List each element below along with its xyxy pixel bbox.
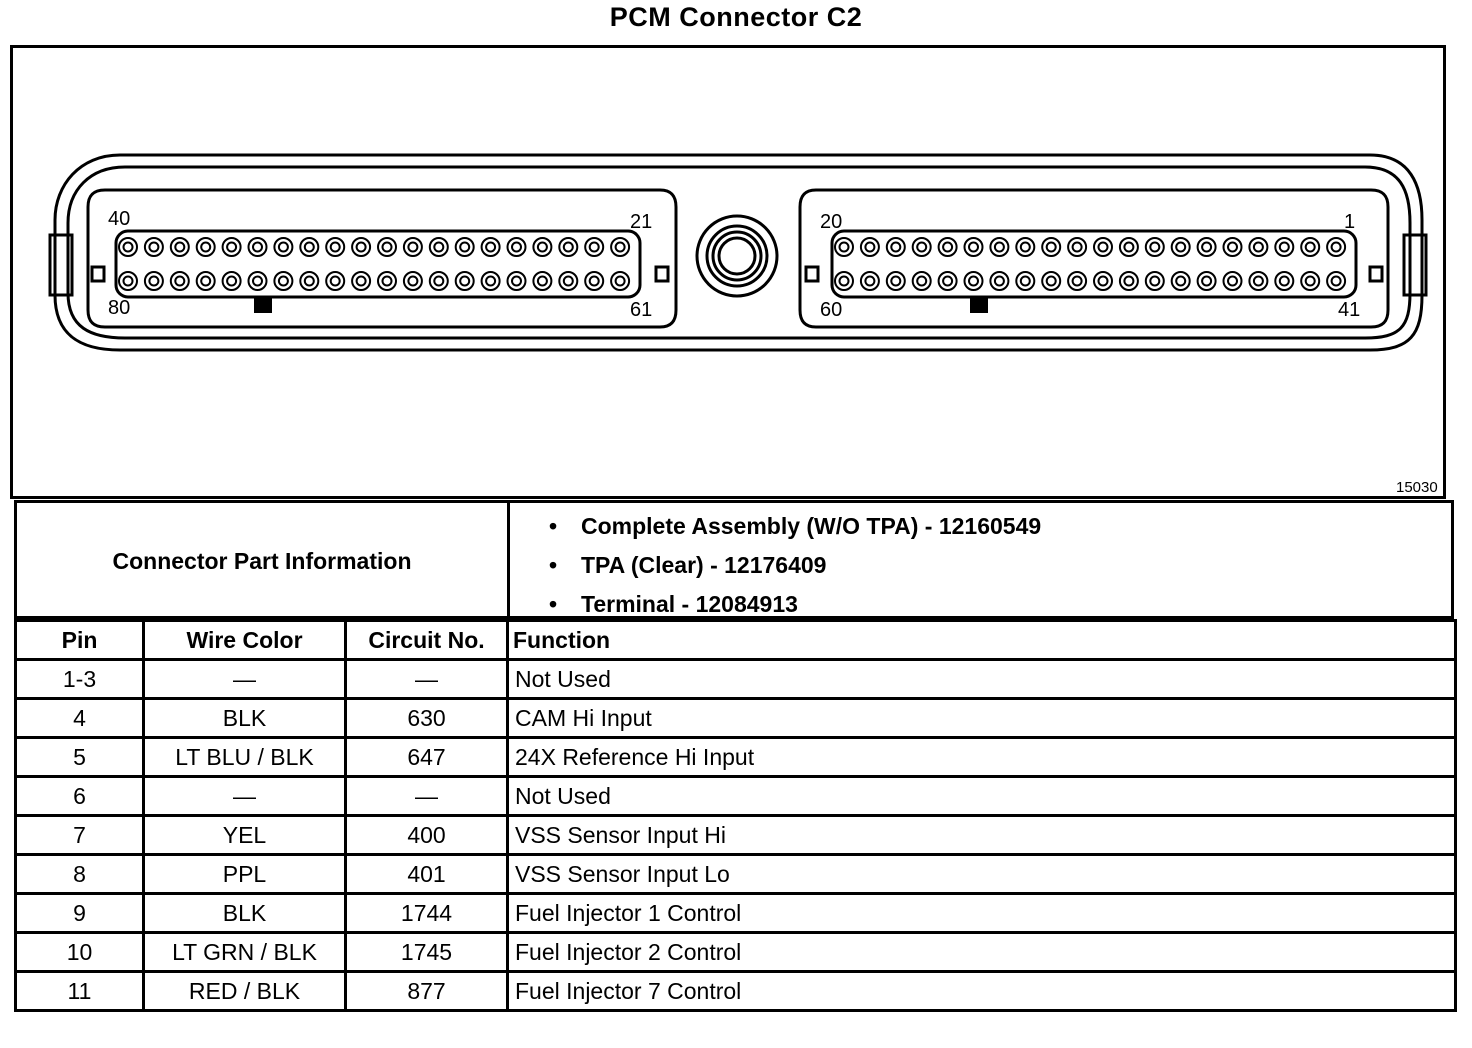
right-pin-cavity (1016, 272, 1034, 290)
left-pin-terminal (279, 243, 288, 252)
cell-circuit-no: 1744 (346, 894, 508, 933)
right-pin-terminal (1124, 277, 1133, 286)
right-pin-cavity (939, 272, 957, 290)
left-pin-cavity (145, 272, 163, 290)
left-pin-cavity (559, 238, 577, 256)
right-pin-cavity (1327, 238, 1345, 256)
right-key-square-a (806, 267, 818, 281)
left-pin-cavity (482, 272, 500, 290)
left-pin-cavity (119, 272, 137, 290)
right-block-housing (800, 190, 1388, 327)
right-pin-terminal (943, 243, 952, 252)
figure-id: 15030 (1396, 479, 1438, 496)
table-row (16, 894, 1456, 933)
left-pin-terminal (408, 277, 417, 286)
connector-part-info (14, 500, 1454, 619)
left-pin-cavity (404, 272, 422, 290)
cell-pin: 5 (16, 738, 144, 777)
right-pin-terminal (1332, 277, 1341, 286)
right-pin-cavity (1120, 238, 1138, 256)
right-pin-terminal (969, 243, 978, 252)
cell-pin: 7 (16, 816, 144, 855)
left-pin-terminal (357, 277, 366, 286)
cell-function: Not Used (508, 777, 1456, 816)
left-pin-terminal (434, 277, 443, 286)
cell-function: CAM Hi Input (508, 699, 1456, 738)
right-pin-terminal (917, 243, 926, 252)
right-pin-cavity (1042, 238, 1060, 256)
right-pin-terminal (840, 243, 849, 252)
right-pin-cavity (1172, 238, 1190, 256)
right-pin-terminal (1254, 243, 1263, 252)
cell-function: Fuel Injector 7 Control (508, 972, 1456, 1011)
right-pin-cavity (990, 238, 1008, 256)
cell-function: VSS Sensor Input Hi (508, 816, 1456, 855)
right-pin-cavity (913, 238, 931, 256)
left-pin-terminal (149, 243, 158, 252)
pin-label-80: 80 (108, 297, 131, 319)
left-pin-terminal (590, 277, 599, 286)
right-pin-cavity (1042, 272, 1060, 290)
center-bolt-inner (719, 238, 755, 274)
right-pin-terminal (1280, 277, 1289, 286)
left-pin-cavity (249, 238, 267, 256)
right-pin-cavity (1016, 238, 1034, 256)
right-pin-cavity (1301, 238, 1319, 256)
right-pin-terminal (1021, 277, 1030, 286)
left-pin-terminal (512, 243, 521, 252)
right-pin-terminal (1228, 243, 1237, 252)
right-pin-terminal (865, 243, 874, 252)
right-pin-cavity (1301, 272, 1319, 290)
left-pin-cavity (197, 238, 215, 256)
pin-label-20: 20 (820, 211, 843, 233)
left-pin-cavity (171, 238, 189, 256)
left-pin-terminal (383, 243, 392, 252)
info-item: • TPA (Clear) - 12176409 (549, 552, 827, 578)
cell-pin: 8 (16, 855, 144, 894)
table-row (16, 972, 1456, 1011)
left-key-square-b (656, 267, 668, 281)
connector-shell-outer (55, 155, 1422, 350)
left-pin-terminal (227, 243, 236, 252)
pin-cavities (119, 238, 1345, 290)
pin-label-61: 61 (630, 299, 653, 321)
left-pin-cavity (249, 272, 267, 290)
left-pin-terminal (590, 243, 599, 252)
table-row (16, 699, 1456, 738)
right-pin-terminal (1099, 243, 1108, 252)
right-pin-cavity (965, 238, 983, 256)
pin-label-60: 60 (820, 299, 843, 321)
right-pin-terminal (995, 277, 1004, 286)
left-pin-cavity (430, 272, 448, 290)
right-pin-terminal (917, 277, 926, 286)
left-pin-cavity (456, 272, 474, 290)
cell-circuit-no: — (346, 777, 508, 816)
right-pin-terminal (1150, 243, 1159, 252)
cell-pin: 6 (16, 777, 144, 816)
left-pin-cavity (171, 272, 189, 290)
cell-wire-color: RED / BLK (144, 972, 346, 1011)
left-pin-terminal (331, 243, 340, 252)
right-polarization-tab (970, 297, 988, 313)
table-row (16, 738, 1456, 777)
cell-function: Fuel Injector 1 Control (508, 894, 1456, 933)
right-pin-cavity (861, 238, 879, 256)
right-pin-terminal (1047, 277, 1056, 286)
right-pin-terminal (1254, 277, 1263, 286)
left-block-housing (88, 190, 676, 327)
info-item: • Terminal - 12084913 (549, 591, 798, 617)
right-pin-terminal (969, 277, 978, 286)
right-pin-terminal (1073, 277, 1082, 286)
info-item: • Complete Assembly (W/O TPA) - 12160549 (549, 513, 1042, 539)
left-pin-cavity (352, 238, 370, 256)
connector-info-label: Connector Part Information (112, 548, 412, 574)
right-pin-terminal (865, 277, 874, 286)
right-pin-cavity (1120, 272, 1138, 290)
right-pin-terminal (1047, 243, 1056, 252)
right-pin-cavity (887, 238, 905, 256)
cell-pin: 11 (16, 972, 144, 1011)
right-pin-cavity (1094, 272, 1112, 290)
right-pin-terminal (995, 243, 1004, 252)
left-pin-terminal (227, 277, 236, 286)
header-wire-color: Wire Color (144, 621, 346, 660)
right-pin-terminal (1176, 243, 1185, 252)
left-pin-terminal (279, 277, 288, 286)
left-pin-cavity (352, 272, 370, 290)
right-pin-terminal (1124, 243, 1133, 252)
table-row (16, 933, 1456, 972)
right-pin-terminal (1332, 243, 1341, 252)
left-pin-cavity (274, 238, 292, 256)
header-function: Function (508, 621, 1456, 660)
right-pin-cavity (1275, 272, 1293, 290)
left-pin-cavity (300, 272, 318, 290)
cell-wire-color: BLK (144, 699, 346, 738)
left-pin-terminal (434, 243, 443, 252)
bullet-icon: • (549, 552, 558, 578)
header-circuit-no: Circuit No. (346, 621, 508, 660)
pin-table (14, 619, 1457, 1012)
left-pin-terminal (616, 277, 625, 286)
right-pin-cavity (1198, 272, 1216, 290)
right-pin-cavity (1146, 238, 1164, 256)
left-pin-cavity (585, 238, 603, 256)
cell-wire-color: — (144, 777, 346, 816)
page-title: PCM Connector C2 (609, 2, 863, 32)
left-pin-terminal (616, 243, 625, 252)
left-pin-cavity (508, 272, 526, 290)
cell-circuit-no: 647 (346, 738, 508, 777)
left-pin-terminal (486, 277, 495, 286)
cell-wire-color: BLK (144, 894, 346, 933)
left-pin-cavity (585, 272, 603, 290)
right-pin-terminal (1202, 277, 1211, 286)
left-pin-terminal (253, 277, 262, 286)
right-key-square-b (1370, 267, 1382, 281)
right-pin-cavity (990, 272, 1008, 290)
cell-wire-color: — (144, 660, 346, 699)
left-pin-terminal (538, 243, 547, 252)
left-pin-terminal (124, 243, 133, 252)
left-pin-terminal (201, 243, 210, 252)
left-pin-cavity (145, 238, 163, 256)
left-pin-terminal (383, 277, 392, 286)
right-pin-terminal (1073, 243, 1082, 252)
left-pin-cavity (611, 238, 629, 256)
cell-function: Fuel Injector 2 Control (508, 933, 1456, 972)
right-pin-terminal (1150, 277, 1159, 286)
left-pin-terminal (460, 277, 469, 286)
header-pin: Pin (16, 621, 144, 660)
right-pin-terminal (1280, 243, 1289, 252)
left-polarization-tab (254, 297, 272, 313)
left-pin-cavity (326, 238, 344, 256)
left-pin-cavity (274, 272, 292, 290)
right-pin-cavity (1224, 238, 1242, 256)
left-pin-cavity (456, 238, 474, 256)
center-bolt-outer (697, 216, 777, 296)
right-pin-cavity (1249, 238, 1267, 256)
right-pin-cavity (1224, 272, 1242, 290)
left-pin-terminal (408, 243, 417, 252)
left-pin-cavity (404, 238, 422, 256)
right-pin-cavity (835, 238, 853, 256)
left-pin-terminal (201, 277, 210, 286)
left-pin-cavity (482, 238, 500, 256)
info-divider (507, 503, 510, 619)
right-pin-terminal (1306, 277, 1315, 286)
right-pin-terminal (1099, 277, 1108, 286)
cell-wire-color: LT GRN / BLK (144, 933, 346, 972)
right-pin-cavity (1198, 238, 1216, 256)
right-pin-cavity (835, 272, 853, 290)
left-pin-terminal (538, 277, 547, 286)
cell-pin: 10 (16, 933, 144, 972)
left-pin-terminal (124, 277, 133, 286)
right-pin-cavity (887, 272, 905, 290)
left-pin-cavity (611, 272, 629, 290)
table-header-row (16, 621, 1456, 660)
pin-label-1: 1 (1344, 211, 1356, 233)
right-pin-cavity (913, 272, 931, 290)
cell-circuit-no: 400 (346, 816, 508, 855)
cell-function: 24X Reference Hi Input (508, 738, 1456, 777)
right-pin-cavity (939, 238, 957, 256)
left-pin-terminal (305, 277, 314, 286)
left-pin-cavity (533, 272, 551, 290)
right-pin-cavity (1275, 238, 1293, 256)
left-pin-cavity (378, 238, 396, 256)
right-pin-terminal (1176, 277, 1185, 286)
left-pin-cavity (378, 272, 396, 290)
right-pin-terminal (891, 243, 900, 252)
cell-wire-color: PPL (144, 855, 346, 894)
right-pin-terminal (1202, 243, 1211, 252)
left-pin-terminal (305, 243, 314, 252)
cell-circuit-no: — (346, 660, 508, 699)
left-pin-cavity (197, 272, 215, 290)
left-pin-terminal (253, 243, 262, 252)
pin-label-41: 41 (1338, 299, 1361, 321)
left-key-square-a (92, 267, 104, 281)
left-pin-terminal (149, 277, 158, 286)
right-pin-cavity (1094, 238, 1112, 256)
left-pin-terminal (175, 277, 184, 286)
right-pin-terminal (1021, 243, 1030, 252)
table-row (16, 777, 1456, 816)
left-pin-terminal (486, 243, 495, 252)
right-pin-cavity (1327, 272, 1345, 290)
left-pin-terminal (564, 243, 573, 252)
connector-info-list (549, 511, 1041, 628)
table-row (16, 660, 1456, 699)
pin-label-21: 21 (630, 211, 653, 233)
right-pin-terminal (1306, 243, 1315, 252)
right-pin-terminal (943, 277, 952, 286)
cell-function: VSS Sensor Input Lo (508, 855, 1456, 894)
left-pin-terminal (175, 243, 184, 252)
cell-circuit-no: 877 (346, 972, 508, 1011)
pin-label-40: 40 (108, 208, 131, 230)
right-pin-cavity (1249, 272, 1267, 290)
right-pin-terminal (1228, 277, 1237, 286)
cell-circuit-no: 630 (346, 699, 508, 738)
left-pin-terminal (564, 277, 573, 286)
cell-circuit-no: 1745 (346, 933, 508, 972)
left-pin-cavity (300, 238, 318, 256)
bullet-icon: • (549, 591, 558, 617)
left-pin-cavity (533, 238, 551, 256)
left-pin-terminal (357, 243, 366, 252)
cell-pin: 4 (16, 699, 144, 738)
cell-wire-color: YEL (144, 816, 346, 855)
center-bolt-mid (707, 226, 767, 286)
right-pin-cavity (1068, 238, 1086, 256)
left-pin-terminal (512, 277, 521, 286)
table-row (16, 855, 1456, 894)
right-pin-cavity (1068, 272, 1086, 290)
cell-pin: 9 (16, 894, 144, 933)
left-pin-cavity (119, 238, 137, 256)
table-row (16, 816, 1456, 855)
cell-function: Not Used (508, 660, 1456, 699)
bullet-icon: • (549, 513, 558, 539)
right-pin-terminal (891, 277, 900, 286)
left-pin-cavity (326, 272, 344, 290)
right-pin-cavity (861, 272, 879, 290)
right-pin-terminal (840, 277, 849, 286)
right-pin-cavity (1146, 272, 1164, 290)
left-pin-cavity (430, 238, 448, 256)
right-pin-cavity (1172, 272, 1190, 290)
cell-pin: 1-3 (16, 660, 144, 699)
left-pin-cavity (559, 272, 577, 290)
cell-wire-color: LT BLU / BLK (144, 738, 346, 777)
left-pin-terminal (460, 243, 469, 252)
right-pin-cavity (965, 272, 983, 290)
connector-diagram (10, 45, 1446, 499)
left-pin-cavity (223, 238, 241, 256)
left-pin-terminal (331, 277, 340, 286)
cell-circuit-no: 401 (346, 855, 508, 894)
left-pin-cavity (508, 238, 526, 256)
left-pin-cavity (223, 272, 241, 290)
